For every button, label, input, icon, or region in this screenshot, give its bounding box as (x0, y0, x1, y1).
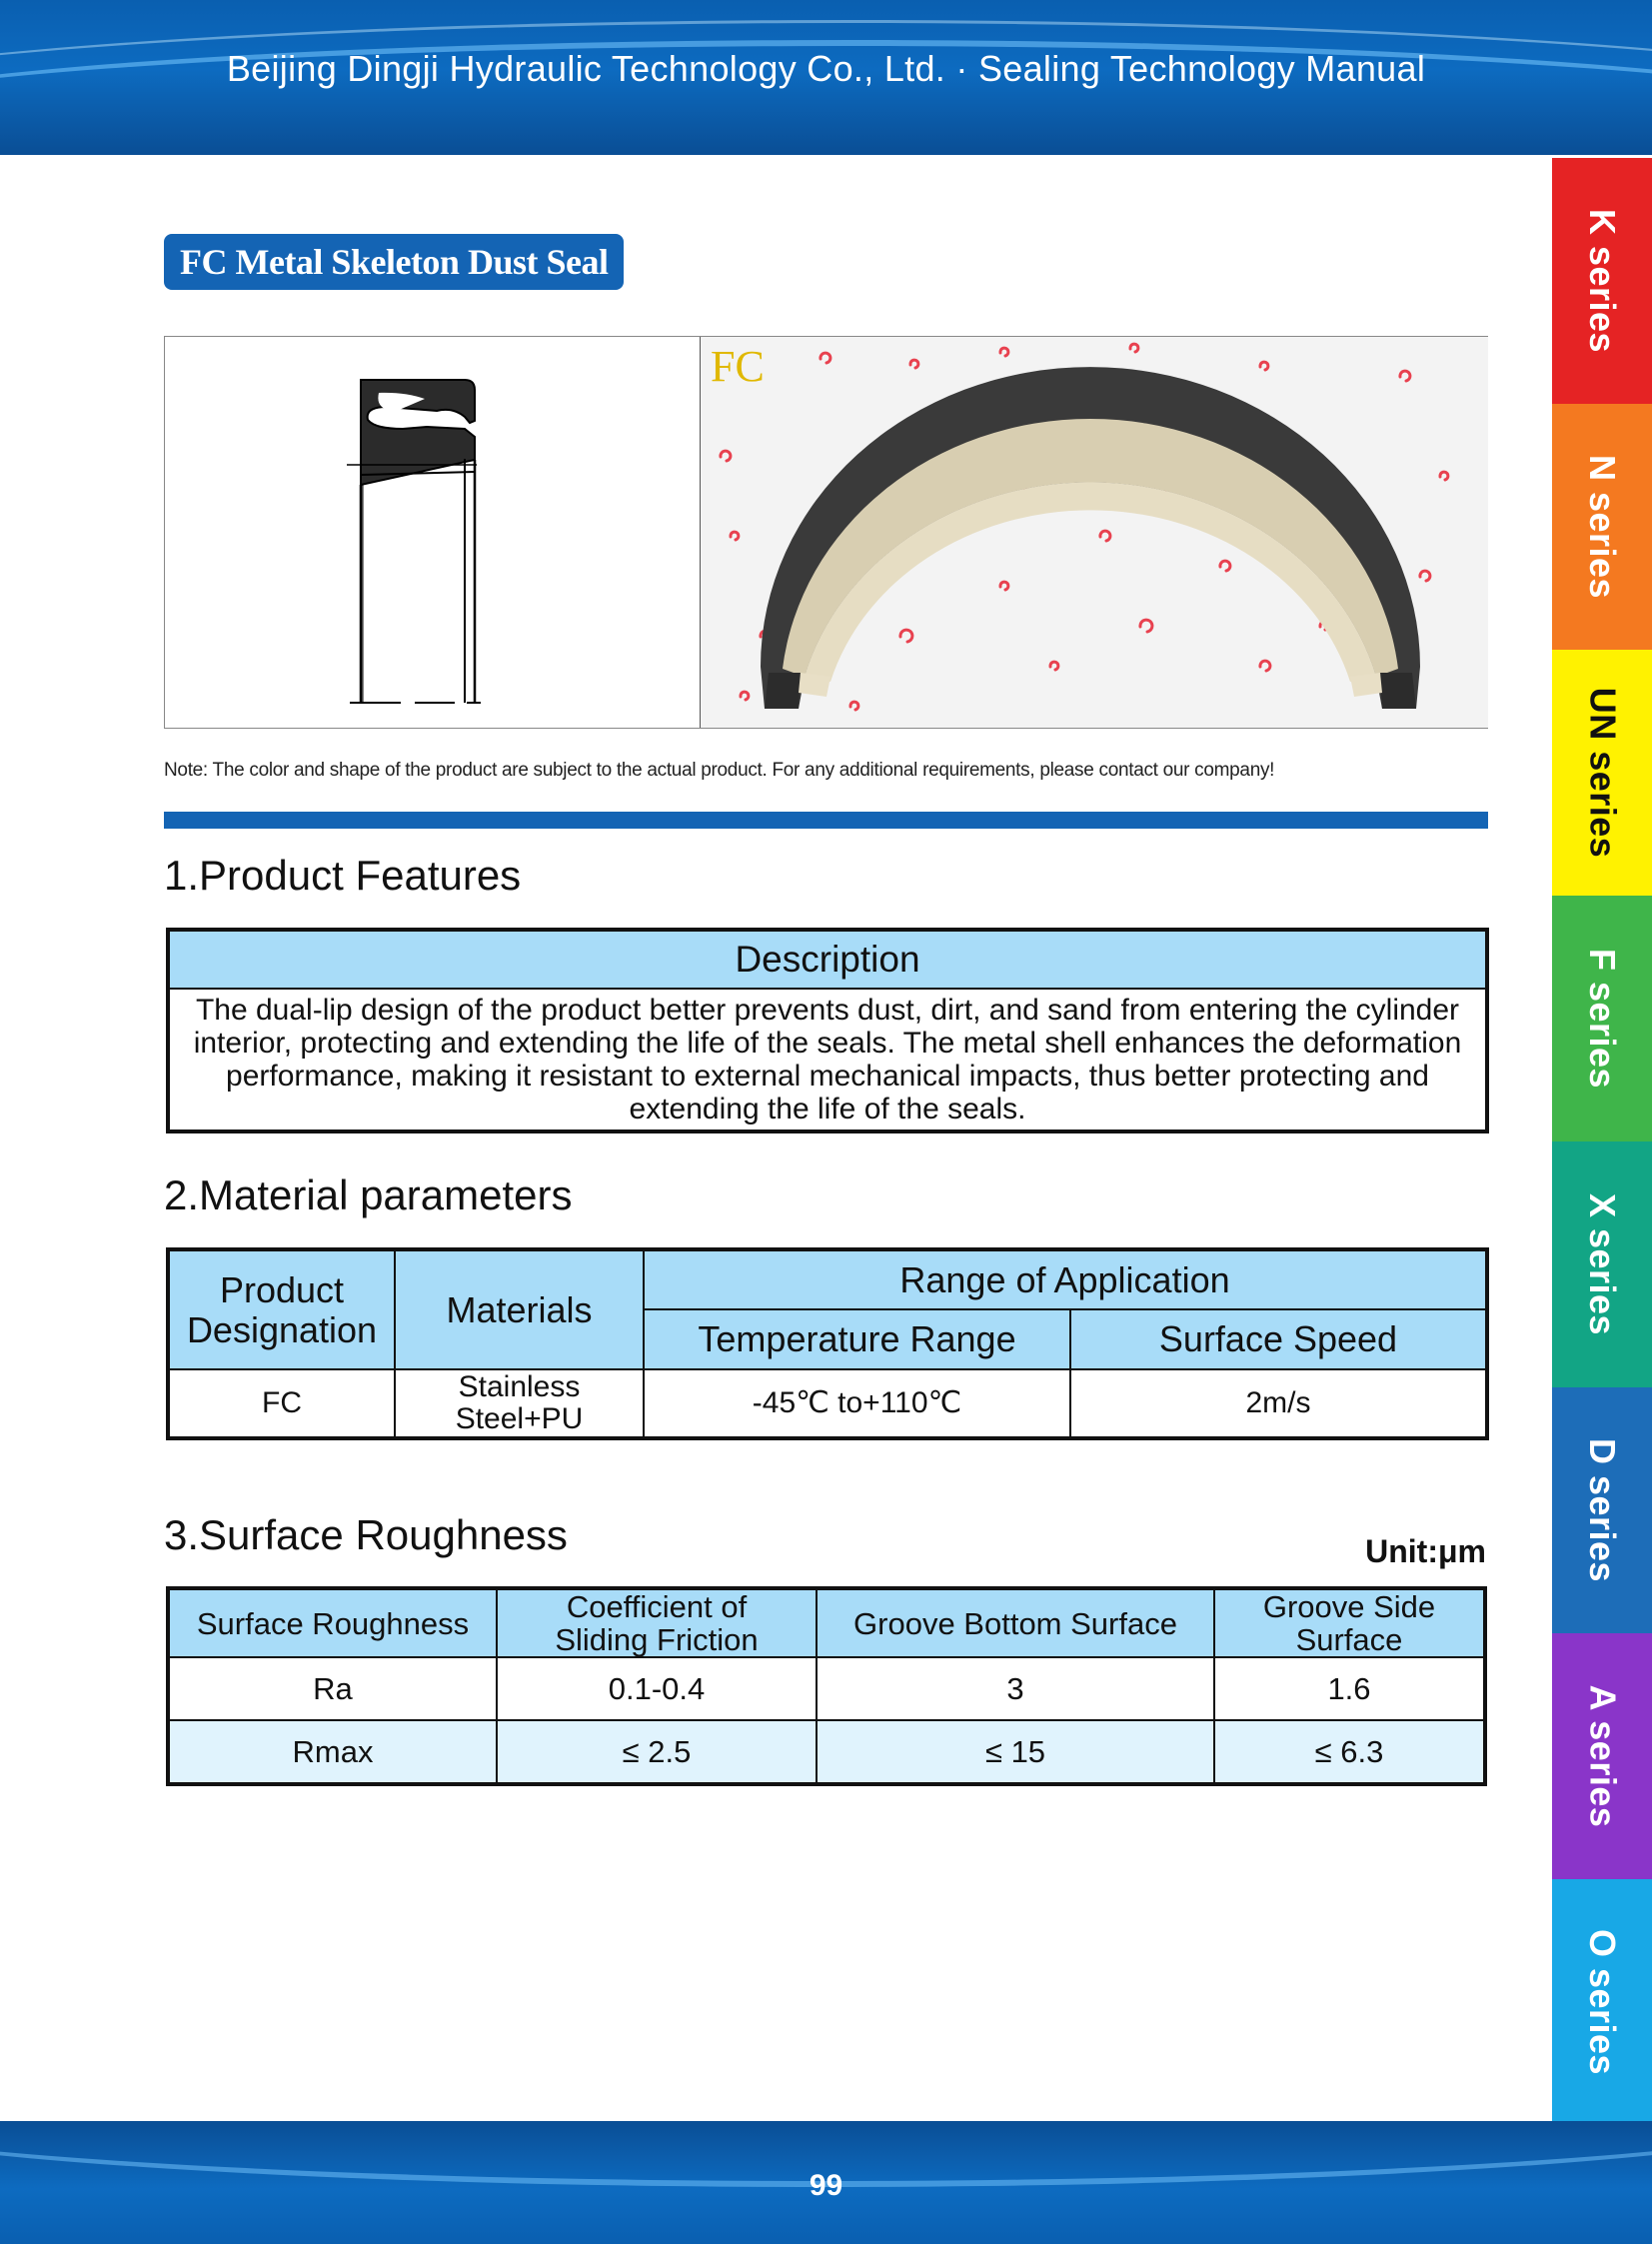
section-divider (164, 812, 1488, 829)
product-note: Note: The color and shape of the product are subject to the actual product. For any additional requirements, please contact our company! (164, 760, 1275, 781)
materials-heading: 2.Material parameters (164, 1171, 573, 1218)
materials-header-designation: Product Designation (168, 1249, 395, 1369)
materials-cell-materials: Stainless Steel+PU (395, 1369, 644, 1438)
roughness-cell: ≤ 15 (817, 1720, 1214, 1784)
page-header (0, 0, 1652, 155)
product-photo (700, 337, 1488, 728)
series-tab-n[interactable] (1552, 404, 1652, 650)
roughness-cell: Ra (168, 1657, 497, 1720)
series-tab-label: D series (1582, 1437, 1624, 1583)
product-title: FC Metal Skeleton Dust Seal (164, 234, 624, 290)
series-tab-f[interactable] (1552, 896, 1652, 1141)
page-number: 99 (809, 2169, 843, 2202)
header-title: Beijing Dingji Hydraulic Technology Co., Ltd. · Sealing Technology Manual (226, 48, 1426, 89)
roughness-header: Groove Bottom Surface (817, 1588, 1214, 1657)
roughness-unit: Unit:μm (1365, 1533, 1486, 1569)
series-tab-x[interactable] (1552, 1141, 1652, 1387)
series-tabs (1552, 158, 1652, 2125)
series-tab-label: F series (1582, 948, 1623, 1090)
product-figure (164, 336, 1488, 729)
features-heading: 1.Product Features (164, 852, 522, 899)
series-tab-a[interactable] (1552, 1633, 1652, 1879)
cross-section-drawing (165, 337, 700, 728)
materials-header-speed: Surface Speed (1070, 1309, 1487, 1369)
materials-table (166, 1247, 1489, 1440)
roughness-table (166, 1586, 1487, 1786)
series-tab-label: X series (1582, 1192, 1623, 1336)
roughness-cell: 1.6 (1214, 1657, 1485, 1720)
series-tab-label: N series (1582, 454, 1624, 600)
page-footer (0, 2121, 1652, 2244)
seal-photo-illustration (701, 337, 1488, 728)
features-column-header: Description (168, 930, 1487, 989)
series-tab-o[interactable] (1552, 1879, 1652, 2125)
roughness-heading: 3.Surface Roughness (164, 1511, 568, 1558)
materials-cell-temperature: -45℃ to+110℃ (644, 1369, 1070, 1438)
features-table (166, 928, 1489, 1133)
features-description: The dual-lip design of the product better prevents dust, dirt, and sand from entering the cylinder interior, protecting and extending the life of the seals. The metal shell enhances the deformation performance, making it resistant to external mechanical impacts, thus better protecting and extending the life of the seals. (168, 989, 1487, 1131)
photo-label: FC (711, 342, 765, 391)
series-tab-label: UN series (1582, 687, 1624, 859)
roughness-header: Groove Side Surface (1214, 1588, 1485, 1657)
series-tab-k[interactable] (1552, 158, 1652, 404)
series-tab-label: K series (1582, 208, 1624, 354)
materials-cell-speed: 2m/s (1070, 1369, 1487, 1438)
series-tab-label: A series (1582, 1684, 1624, 1828)
series-tab-label: O series (1582, 1928, 1624, 2076)
roughness-cell: ≤ 2.5 (497, 1720, 817, 1784)
materials-cell-designation: FC (168, 1369, 395, 1438)
roughness-cell: Rmax (168, 1720, 497, 1784)
roughness-header: Surface Roughness (168, 1588, 497, 1657)
roughness-cell: 0.1-0.4 (497, 1657, 817, 1720)
materials-header-temperature: Temperature Range (644, 1309, 1070, 1369)
materials-header-range: Range of Application (644, 1249, 1487, 1309)
series-tab-d[interactable] (1552, 1387, 1652, 1633)
roughness-cell: ≤ 6.3 (1214, 1720, 1485, 1784)
series-tab-un[interactable] (1552, 650, 1652, 896)
materials-header-materials: Materials (395, 1249, 644, 1369)
roughness-cell: 3 (817, 1657, 1214, 1720)
roughness-header: Coefficient of Sliding Friction (497, 1588, 817, 1657)
